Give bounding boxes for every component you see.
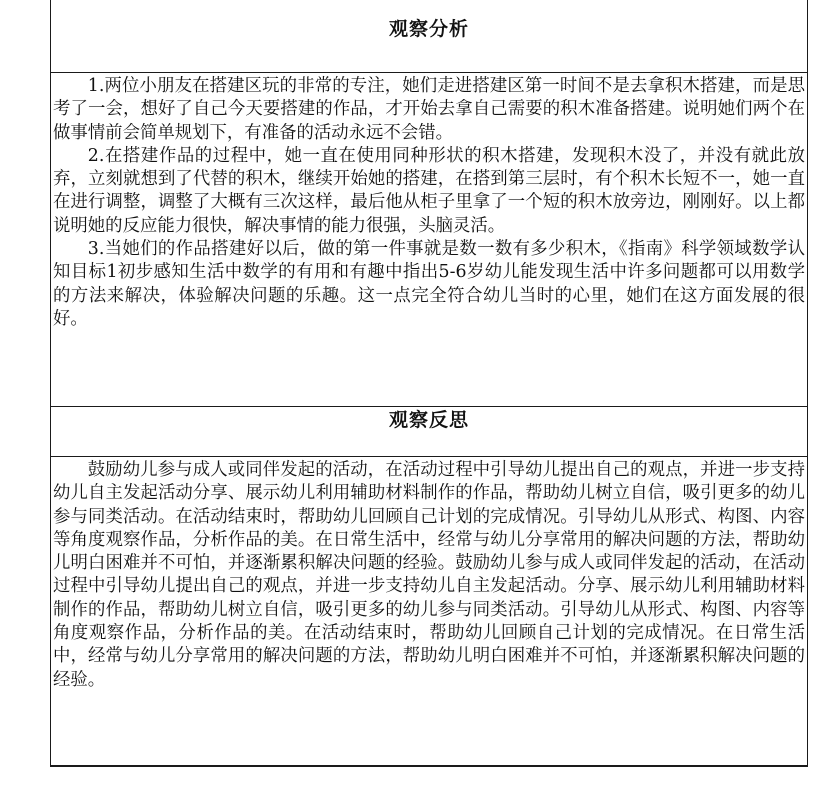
analysis-paragraph-1: 1.两位小朋友在搭建区玩的非常的专注，她们走进搭建区第一时间不是去拿积木搭建，而是思考了一会，想好了自己今天要搭建的作品，才开始去拿自己需要的积木准备搭建。说明她们两个在做事情前会简单规划下，有准备的活动永远不会错。 [53, 76, 805, 143]
reflection-paragraph-1: 鼓励幼儿参与成人或同伴发起的活动，在活动过程中引导幼儿提出自己的观点，并进一步支持幼儿自主发起活动分享、展示幼儿利用辅助材料制作的作品，帮助幼儿树立自信，吸引更多的幼儿参与同类活动。在活动结束时，帮助幼儿回顾自己计划的完成情况。引导幼儿从形式、构图、内容等角度观察作品，分析作品的美。在日常生活中，经常与幼儿分享常用的解决问题的方法，帮助幼儿明白困难并不可怕，并逐渐累积解决问题的经验。鼓励幼儿参与成人或同伴发起的活动，在活动过程中引导幼儿提出自己的观点，并进一步支持幼儿自主发起活动。分享、展示幼儿利用辅助材料制作的作品，帮助幼儿树立自信，吸引更多的幼儿参与同类活动。引导幼儿从形式、构图、内容等角度观察作品，分析作品的美。在活动结束时，帮助幼儿回顾自己计划的完成情况。在日常生活中，经常与幼儿分享常用的解决问题的方法，帮助幼儿明白困难并不可怕，并逐渐累积解决问题的经验。 [53, 460, 805, 690]
observation-analysis-heading: 观察分析 [51, 0, 807, 73]
observation-reflection-content [51, 457, 807, 767]
observation-reflection-heading: 观察反思 [51, 407, 807, 457]
analysis-paragraph-2: 2.在搭建作品的过程中，她一直在使用同种形状的积木搭建，发现积木没了，并没有就此放弃，立刻就想到了代替的积木，继续开始她的搭建，在搭到第三层时，有个积木长短不一，她一直在进行调整，调整了大概有三次这样，最后他从柜子里拿了一个短的积木放旁边，刚刚好。以上都说明她的反应能力很快，解决事情的能力很强，头脑灵活。 [53, 145, 805, 236]
analysis-paragraph-3: 3.当她们的作品搭建好以后，做的第一件事就是数一数有多少积木，《指南》科学领域数学认知目标1初步感知生活中数学的有用和有趣中指出5-6岁幼儿能发现生活中许多问题都可以用数学的方法来解决，体验解决问题的乐趣。这一点完全符合幼儿当时的心里，她们在这方面发展的很好。 [53, 239, 805, 329]
observation-analysis-content [51, 73, 807, 407]
observation-record-table [50, 0, 808, 767]
